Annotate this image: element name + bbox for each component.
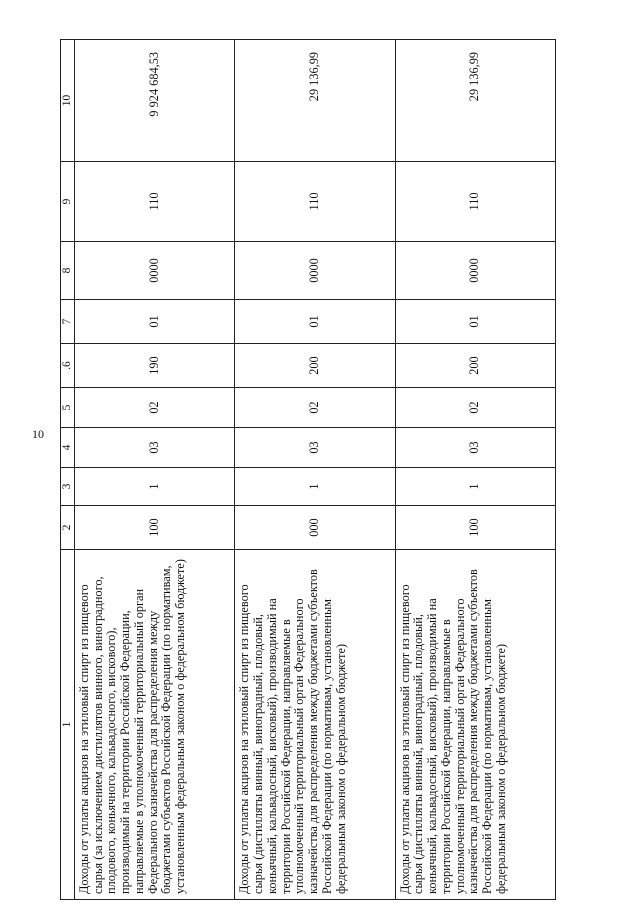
subarticle-code: 200 xyxy=(395,344,555,388)
subgroup-code: 03 xyxy=(395,428,555,468)
admin-code: 100 xyxy=(395,506,555,550)
subarticle-code: 200 xyxy=(235,344,395,388)
article-code: 02 xyxy=(395,388,555,428)
admin-code: 000 xyxy=(235,506,395,550)
column-number: 9 xyxy=(61,162,75,242)
article-code: 02 xyxy=(74,388,234,428)
column-number: 10 xyxy=(61,40,75,162)
amount-value: 29 136,99 xyxy=(235,40,395,162)
subarticle-code: 190 xyxy=(74,344,234,388)
program-code: 0000 xyxy=(74,242,234,300)
table-row xyxy=(395,40,555,900)
group-code: 1 xyxy=(235,468,395,506)
group-code: 1 xyxy=(395,468,555,506)
page-number: 10 xyxy=(32,427,44,441)
article-code: 02 xyxy=(235,388,395,428)
element-code: 01 xyxy=(74,300,234,344)
column-number: 3 xyxy=(61,468,75,506)
column-number: 7 xyxy=(61,300,75,344)
classification-code: 110 xyxy=(395,162,555,242)
revenue-description: Доходы от уплаты акцизов на этиловый спирт из пищевого сырья (дистилляты винный, виноградный, плодовый, коньячный, кальвадосный, висковый), производимый на территории Российской Федерации, направляемые в уполномоченный территориальный орган Федерального казначейства для распределения между бюджетами субъектов Российской Федерации (по нормативам, установленным федеральным законом о федеральном бюджете) xyxy=(395,550,555,900)
admin-code: 100 xyxy=(74,506,234,550)
column-number: 4 xyxy=(61,428,75,468)
classification-code: 110 xyxy=(74,162,234,242)
amount-value: 29 136,99 xyxy=(395,40,555,162)
column-number: .6 xyxy=(61,344,75,388)
budget-revenue-table xyxy=(60,39,556,900)
program-code: 0000 xyxy=(395,242,555,300)
rotated-table-container xyxy=(60,40,556,900)
group-code: 1 xyxy=(74,468,234,506)
subgroup-code: 03 xyxy=(235,428,395,468)
column-number-row xyxy=(61,40,75,900)
element-code: 01 xyxy=(235,300,395,344)
column-number: 8 xyxy=(61,242,75,300)
revenue-description: Доходы от уплаты акцизов на этиловый спирт из пищевого сырья (за исключением дистиллятов винного, виноградного, плодового, коньячного, кальвадосного, вискового), производимый на территории Российской Федерации, направляемые в уполномоченный территориальный орган Федерального казначейства для распределения между бюджетами субъектов Российской Федерации (по нормативам, установленным федеральным законом о федеральном бюджете) xyxy=(74,550,234,900)
table-row xyxy=(74,40,234,900)
program-code: 0000 xyxy=(235,242,395,300)
revenue-description: Доходы от уплаты акцизов на этиловый спирт из пищевого сырья (дистилляты винный, виноградный, плодовый, коньячный, кальвадосный, висковый), производимый на территории Российской Федерации, направляемые в уполномоченный территориальный орган Федерального казначейства для распределения между бюджетами субъектов Российской Федерации (по нормативам, установленным федеральным законом о федеральном бюджете) xyxy=(235,550,395,900)
element-code: 01 xyxy=(395,300,555,344)
subgroup-code: 03 xyxy=(74,428,234,468)
column-number: 1 xyxy=(61,550,75,900)
classification-code: 110 xyxy=(235,162,395,242)
amount-value: 9 924 684,53 xyxy=(74,40,234,162)
column-number: 2 xyxy=(61,506,75,550)
column-number: 5 xyxy=(61,388,75,428)
table-row xyxy=(235,40,395,900)
